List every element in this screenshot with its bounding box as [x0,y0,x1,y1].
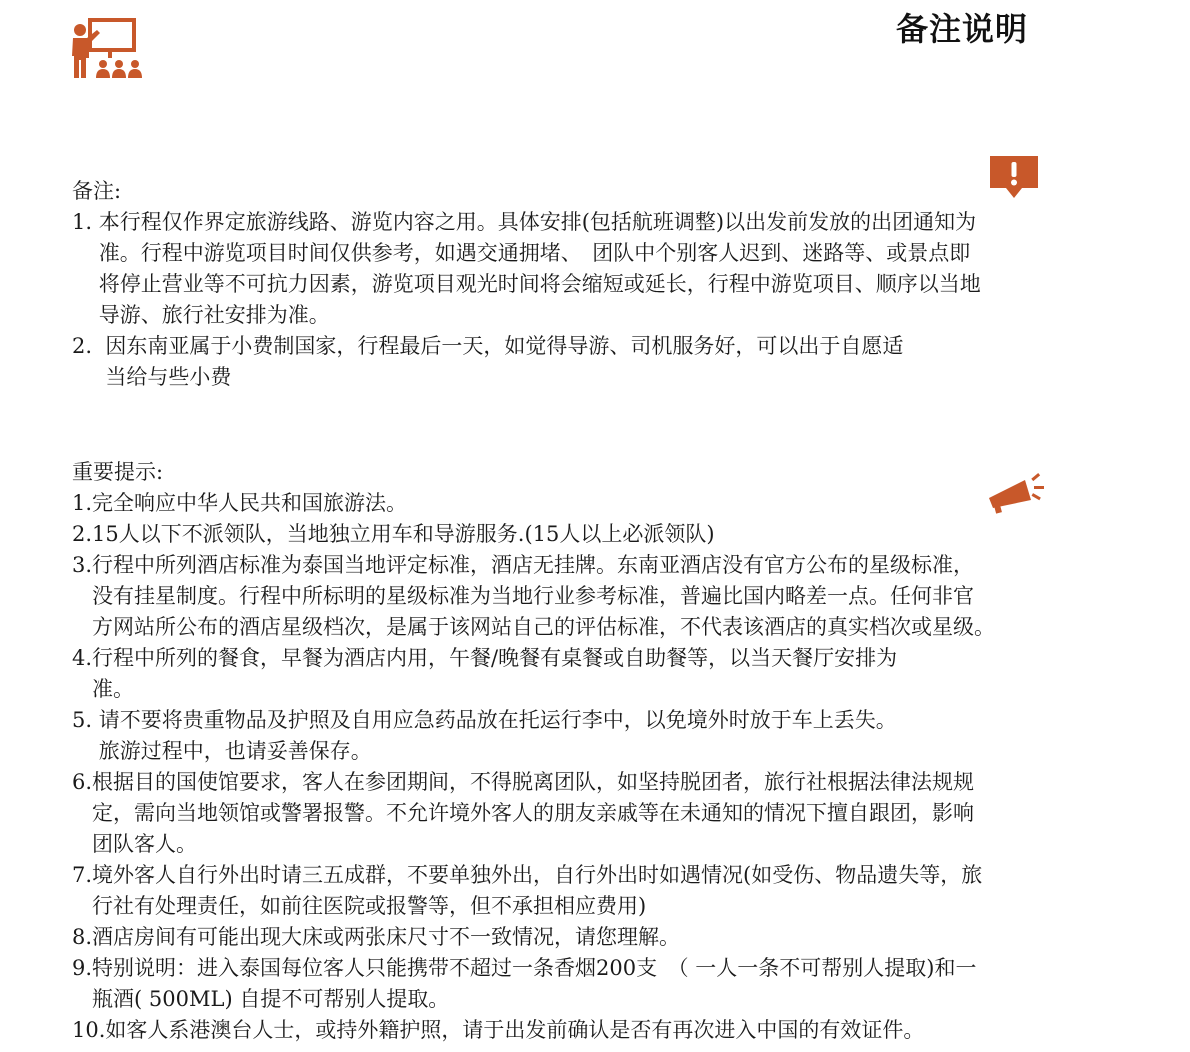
item-line: 行社有处理责任，如前往医院或报警等，但不承担相应费用) [92,894,647,918]
list-item [72,488,1132,519]
item-line: 方网站所公布的酒店星级档次，是属于该网站自己的评估标准，不代表该酒店的真实档次或星级。 [92,615,996,639]
notes-list [72,207,1132,393]
list-item [72,550,1132,643]
item-number: 8. [72,925,93,949]
item-number: 1. [72,210,99,234]
list-item [72,643,1132,705]
item-line: 定，需向当地领馆或警署报警。不允许境外客人的朋友亲戚等在未通知的情况下擅自跟团，影响 [92,801,975,825]
item-number: 6. [72,770,93,794]
item-text [92,643,1132,705]
item-line: 没有挂星制度。行程中所标明的星级标准为当地行业参考标准，普遍比国内略差一点。任何非官 [92,584,975,608]
list-item [72,519,1132,550]
list-item [72,767,1132,860]
item-text [99,207,1132,331]
item-text [92,488,1132,519]
item-number: 7. [72,863,93,887]
list-item [72,953,1132,1015]
list-item [72,207,1132,331]
item-line: 请不要将贵重物品及护照及自用应急药品放在托运行李中，以免境外时放于车上丢失。 [98,708,897,732]
item-line: 将停止营业等不可抗力因素，游览项目观光时间将会缩短或延长，行程中游览项目、顺序以当地 [98,272,981,296]
item-line: 境外客人自行外出时请三五成群，不要单独外出，自行外出时如遇情况(如受伤、物品遗失等，旅 [92,863,983,887]
item-line: 导游、旅行社安排为准。 [98,303,330,327]
item-line: 行程中所列的餐食，早餐为酒店内用，午餐/晚餐有桌餐或自助餐等，以当天餐厅安排为 [92,646,898,670]
notes-heading: 备注: [72,179,122,203]
item-line: 本行程仅作界定旅游线路、游览内容之用。具体安排(包括航班调整)以出发前发放的出团通知为 [98,210,977,234]
item-number: 2. [72,334,106,358]
item-text [99,705,1132,767]
teacher-presentation-icon [70,16,144,80]
item-text [92,922,1132,953]
item-line: 团队客人。 [92,832,198,856]
list-item [72,1015,1132,1046]
item-line: 准。 [92,677,135,701]
item-line: 瓶酒( 500ML) 自提不可帮别人提取。 [92,987,450,1011]
item-line: 准。行程中游览项目时间仅供参考，如遇交通拥堵、 团队中个别客人迟到、迷路等、或景点即 [98,241,971,265]
list-item [72,705,1132,767]
item-line: 特别说明：进入泰国每位客人只能携带不超过一条香烟200支 （ 一人一条不可帮别人提取)和一 [92,956,977,980]
item-number: 9. [72,956,93,980]
list-item [72,860,1132,922]
tips-list [72,488,1132,1046]
item-line: 旅游过程中，也请妥善保存。 [98,739,372,763]
item-text [105,331,1132,393]
item-number: 4. [72,646,93,670]
page-title: 备注说明 [896,10,1029,48]
item-line: 完全响应中华人民共和国旅游法。 [92,491,408,515]
item-line: 因东南亚属于小费制国家，行程最后一天，如觉得导游、司机服务好，可以出于自愿适 [105,334,904,358]
item-line: 酒店房间有可能出现大床或两张床尺寸不一致情况，请您理解。 [92,925,681,949]
item-number: 10. [72,1018,106,1042]
item-number: 5. [72,708,99,732]
item-text [92,860,1132,922]
item-line: 如客人系港澳台人士，或持外籍护照，请于出发前确认是否有再次进入中国的有效证件。 [105,1018,925,1042]
tips-heading: 重要提示: [72,460,164,484]
list-item [72,331,1132,393]
item-line: 15人以下不派领队，当地独立用车和导游服务.(15人以上必派领队) [92,522,715,546]
notes-section [72,176,1132,393]
item-line: 根据目的国使馆要求，客人在参团期间，不得脱离团队，如坚持脱团者，旅行社根据法律法规规 [92,770,975,794]
item-text [92,550,1132,643]
item-number: 2. [72,522,93,546]
list-item [72,922,1132,953]
item-number: 3. [72,553,93,577]
item-text [92,767,1132,860]
tips-section [72,457,1132,1046]
item-line: 行程中所列酒店标准为泰国当地评定标准，酒店无挂牌。东南亚酒店没有官方公布的星级标准， [92,553,975,577]
item-text [92,953,1132,1015]
item-text [92,519,1132,550]
item-text [105,1015,1132,1046]
item-line: 当给与些小费 [105,365,232,389]
item-number: 1. [72,491,93,515]
